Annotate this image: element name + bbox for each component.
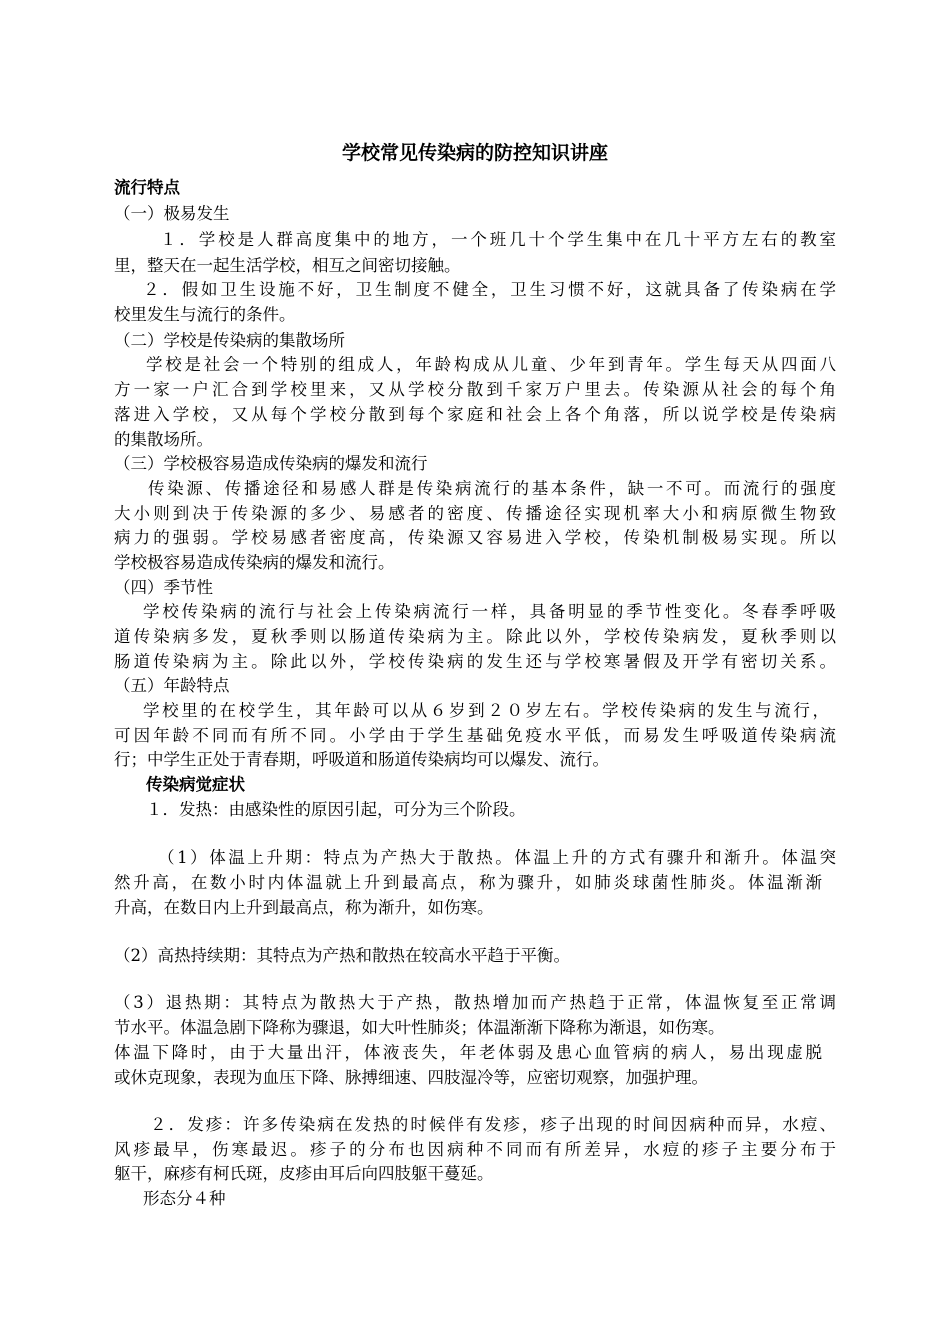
paragraph-line: 可因年龄不同而有所不同。小学由于学生基础免疫水平低，而易发生呼吸道传染病流 — [114, 726, 836, 745]
section-heading-symptoms: 传染病觉症状 — [146, 775, 245, 794]
paragraph-line: １．发热：由感染性的原因引起，可分为三个阶段。 — [146, 800, 526, 819]
paragraph-line: 学校极容易造成传染病的爆发和流行。 — [114, 553, 395, 572]
paragraph-line: １．学校是人群高度集中的地方，一个班几十个学生集中在几十平方左右的教室 — [160, 230, 836, 249]
paragraph-line: 大小则到决于传染源的多少、易感者的密度、传播途径实现机率大小和病原微生物致 — [114, 504, 836, 523]
subheading-outbreak: （三）学校极容易造成传染病的爆发和流行 — [114, 454, 428, 473]
subheading-easy-occurrence: （一）极易发生 — [114, 204, 230, 223]
section-heading-epidemic-features: 流行特点 — [114, 178, 180, 197]
paragraph-line: （2）高热持续期：其特点为产热和散热在较高水平趋于平衡。 — [114, 946, 570, 965]
paragraph-line: 的集散场所。 — [114, 430, 213, 449]
paragraph-line: 然升高，在数小时内体温就上升到最高点，称为骤升，如肺炎球菌性肺炎。体温渐渐 — [114, 873, 822, 892]
paragraph-line: 体温下降时，由于大量出汗，体液丧失，年老体弱及患心血管病的病人，易出现虚脱 — [114, 1043, 822, 1062]
paragraph-line: 落进入学校，又从每个学校分散到每个家庭和社会上各个角落，所以说学校是传染病 — [114, 405, 836, 424]
paragraph-line: 肠道传染病为主。除此以外，学校传染病的发生还与学校寒暑假及开学有密切关系。 — [114, 652, 836, 671]
paragraph-line: 学校里的在校学生，其年龄可以从６岁到２０岁左右。学校传染病的发生与流行， — [143, 701, 829, 720]
paragraph-line: 躯干，麻疹有柯氏斑，皮疹由耳后向四肢躯干蔓延。 — [114, 1164, 494, 1183]
paragraph-line: 传染源、传播途径和易感人群是传染病流行的基本条件，缺一不可。而流行的强度 — [148, 479, 836, 498]
document-title: 学校常见传染病的防控知识讲座 — [341, 142, 608, 164]
paragraph-line: 里，整天在一起生活学校，相互之间密切接触。 — [114, 256, 461, 275]
paragraph-line: 校里发生与流行的条件。 — [114, 305, 296, 324]
paragraph-line: 学校传染病的流行与社会上传染病流行一样，具备明显的季节性变化。冬春季呼吸 — [143, 602, 836, 621]
paragraph-line: 形态分４种 — [143, 1189, 226, 1208]
paragraph-line: 或休克现象，表现为血压下降、脉搏细速、四肢湿冷等，应密切观察，加强护理。 — [114, 1068, 708, 1087]
paragraph-line: 学校是社会一个特别的组成人，年龄构成从儿童、少年到青年。学生每天从四面八 — [146, 355, 836, 374]
paragraph-line: 病力的强弱。学校易感者密度高，传染源又容易进入学校，传染机制极易实现。所以 — [114, 528, 836, 547]
paragraph-line: 方一家一户汇合到学校里来，又从学校分散到千家万户里去。传染源从社会的每个角 — [114, 380, 836, 399]
paragraph-line: （1）体温上升期：特点为产热大于散热。体温上升的方式有骤升和渐升。体温突 — [158, 848, 836, 867]
paragraph-line: （3）退热期：其特点为散热大于产热，散热增加而产热趋于正常，体温恢复至正常调 — [114, 993, 836, 1012]
subheading-age-features: （五）年龄特点 — [114, 676, 230, 695]
paragraph-line: 风疹最早，伤寒最迟。疹子的分布也因病种不同而有所差异，水痘的疹子主要分布于 — [114, 1140, 836, 1159]
paragraph-line: 节水平。体温急剧下降称为骤退，如大叶性肺炎；体温渐渐下降称为渐退，如伤寒。 — [114, 1018, 725, 1037]
paragraph-line: 升高，在数日内上升到最高点，称为渐升，如伤寒。 — [114, 898, 494, 917]
subheading-seasonality: （四）季节性 — [114, 578, 213, 597]
paragraph-line: ２．发疹：许多传染病在发热的时候伴有发疹，疹子出现的时间因病种而异，水痘、 — [150, 1115, 836, 1134]
paragraph-line: 行；中学生正处于青春期，呼吸道和肠道传染病均可以爆发、流行。 — [114, 750, 609, 769]
paragraph-line: 道传染病多发，夏秋季则以肠道传染病为主。除此以外，学校传染病发，夏秋季则以 — [114, 627, 836, 646]
paragraph-line: ２．假如卫生设施不好，卫生制度不健全，卫生习惯不好，这就具备了传染病在学 — [143, 280, 836, 299]
subheading-distribution-place: （二）学校是传染病的集散场所 — [114, 331, 345, 350]
